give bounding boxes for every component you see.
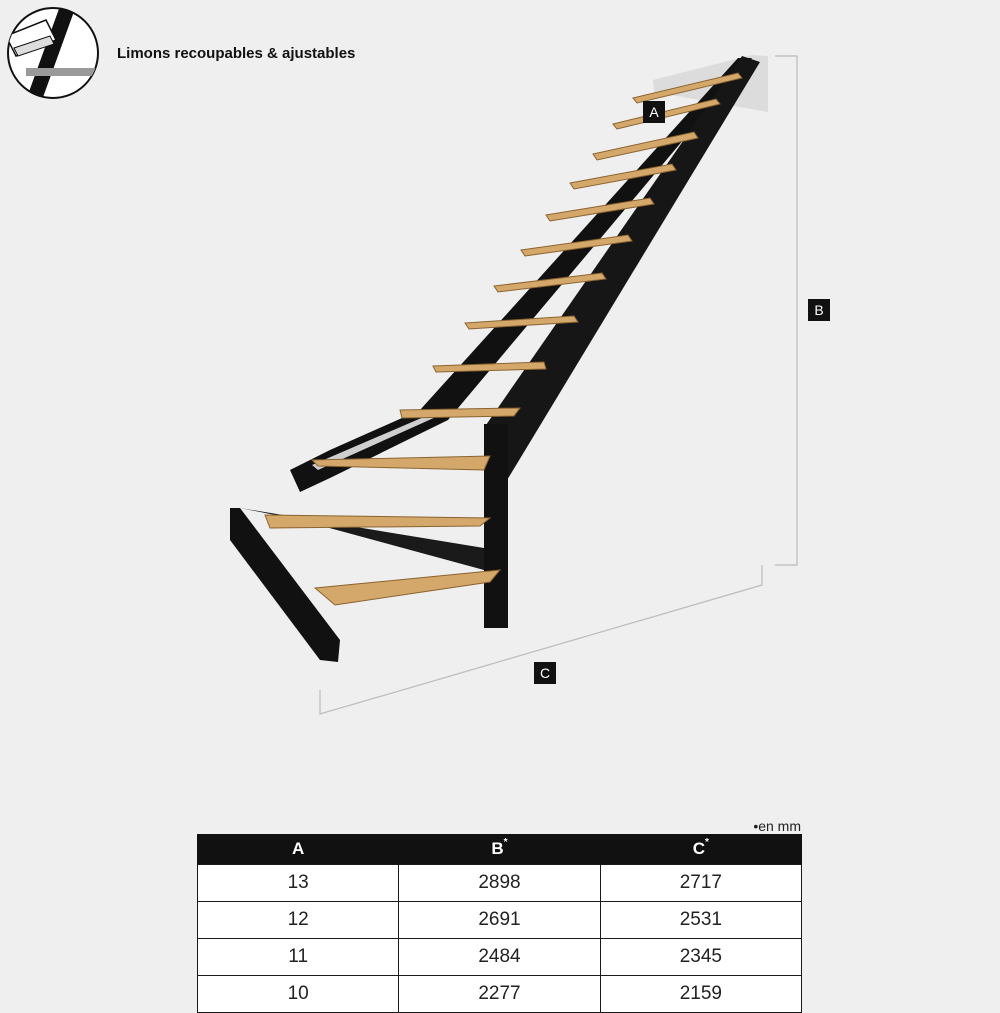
table-row: [198, 939, 802, 976]
table-row: [198, 976, 802, 1013]
table-cell: 2484: [399, 939, 600, 976]
table-cell: 2345: [600, 939, 801, 976]
dimension-b-line: [775, 56, 797, 565]
table-cell: 13: [198, 865, 399, 902]
column-header-a: A: [198, 834, 399, 865]
table-cell: 2277: [399, 976, 600, 1013]
badge-label: Limons recoupables & ajustables: [117, 45, 356, 62]
dimension-a-label: A: [643, 101, 665, 123]
table-cell: 10: [198, 976, 399, 1013]
dimension-c-label: C: [534, 662, 556, 684]
table-cell: 2717: [600, 865, 801, 902]
table-cell: 2898: [399, 865, 600, 902]
table-cell: 11: [198, 939, 399, 976]
dimension-b-label: B: [808, 299, 830, 321]
table-cell: 2159: [600, 976, 801, 1013]
table-row: [198, 902, 802, 939]
table-cell: 12: [198, 902, 399, 939]
table-row: [198, 865, 802, 902]
dimensions-table: [197, 834, 802, 1013]
column-header-c: C*: [600, 834, 801, 865]
column-header-b: B*: [399, 834, 600, 865]
table-cell: 2691: [399, 902, 600, 939]
table-header-row: [198, 834, 802, 865]
unit-note: •en mm: [753, 818, 801, 834]
table-cell: 2531: [600, 902, 801, 939]
